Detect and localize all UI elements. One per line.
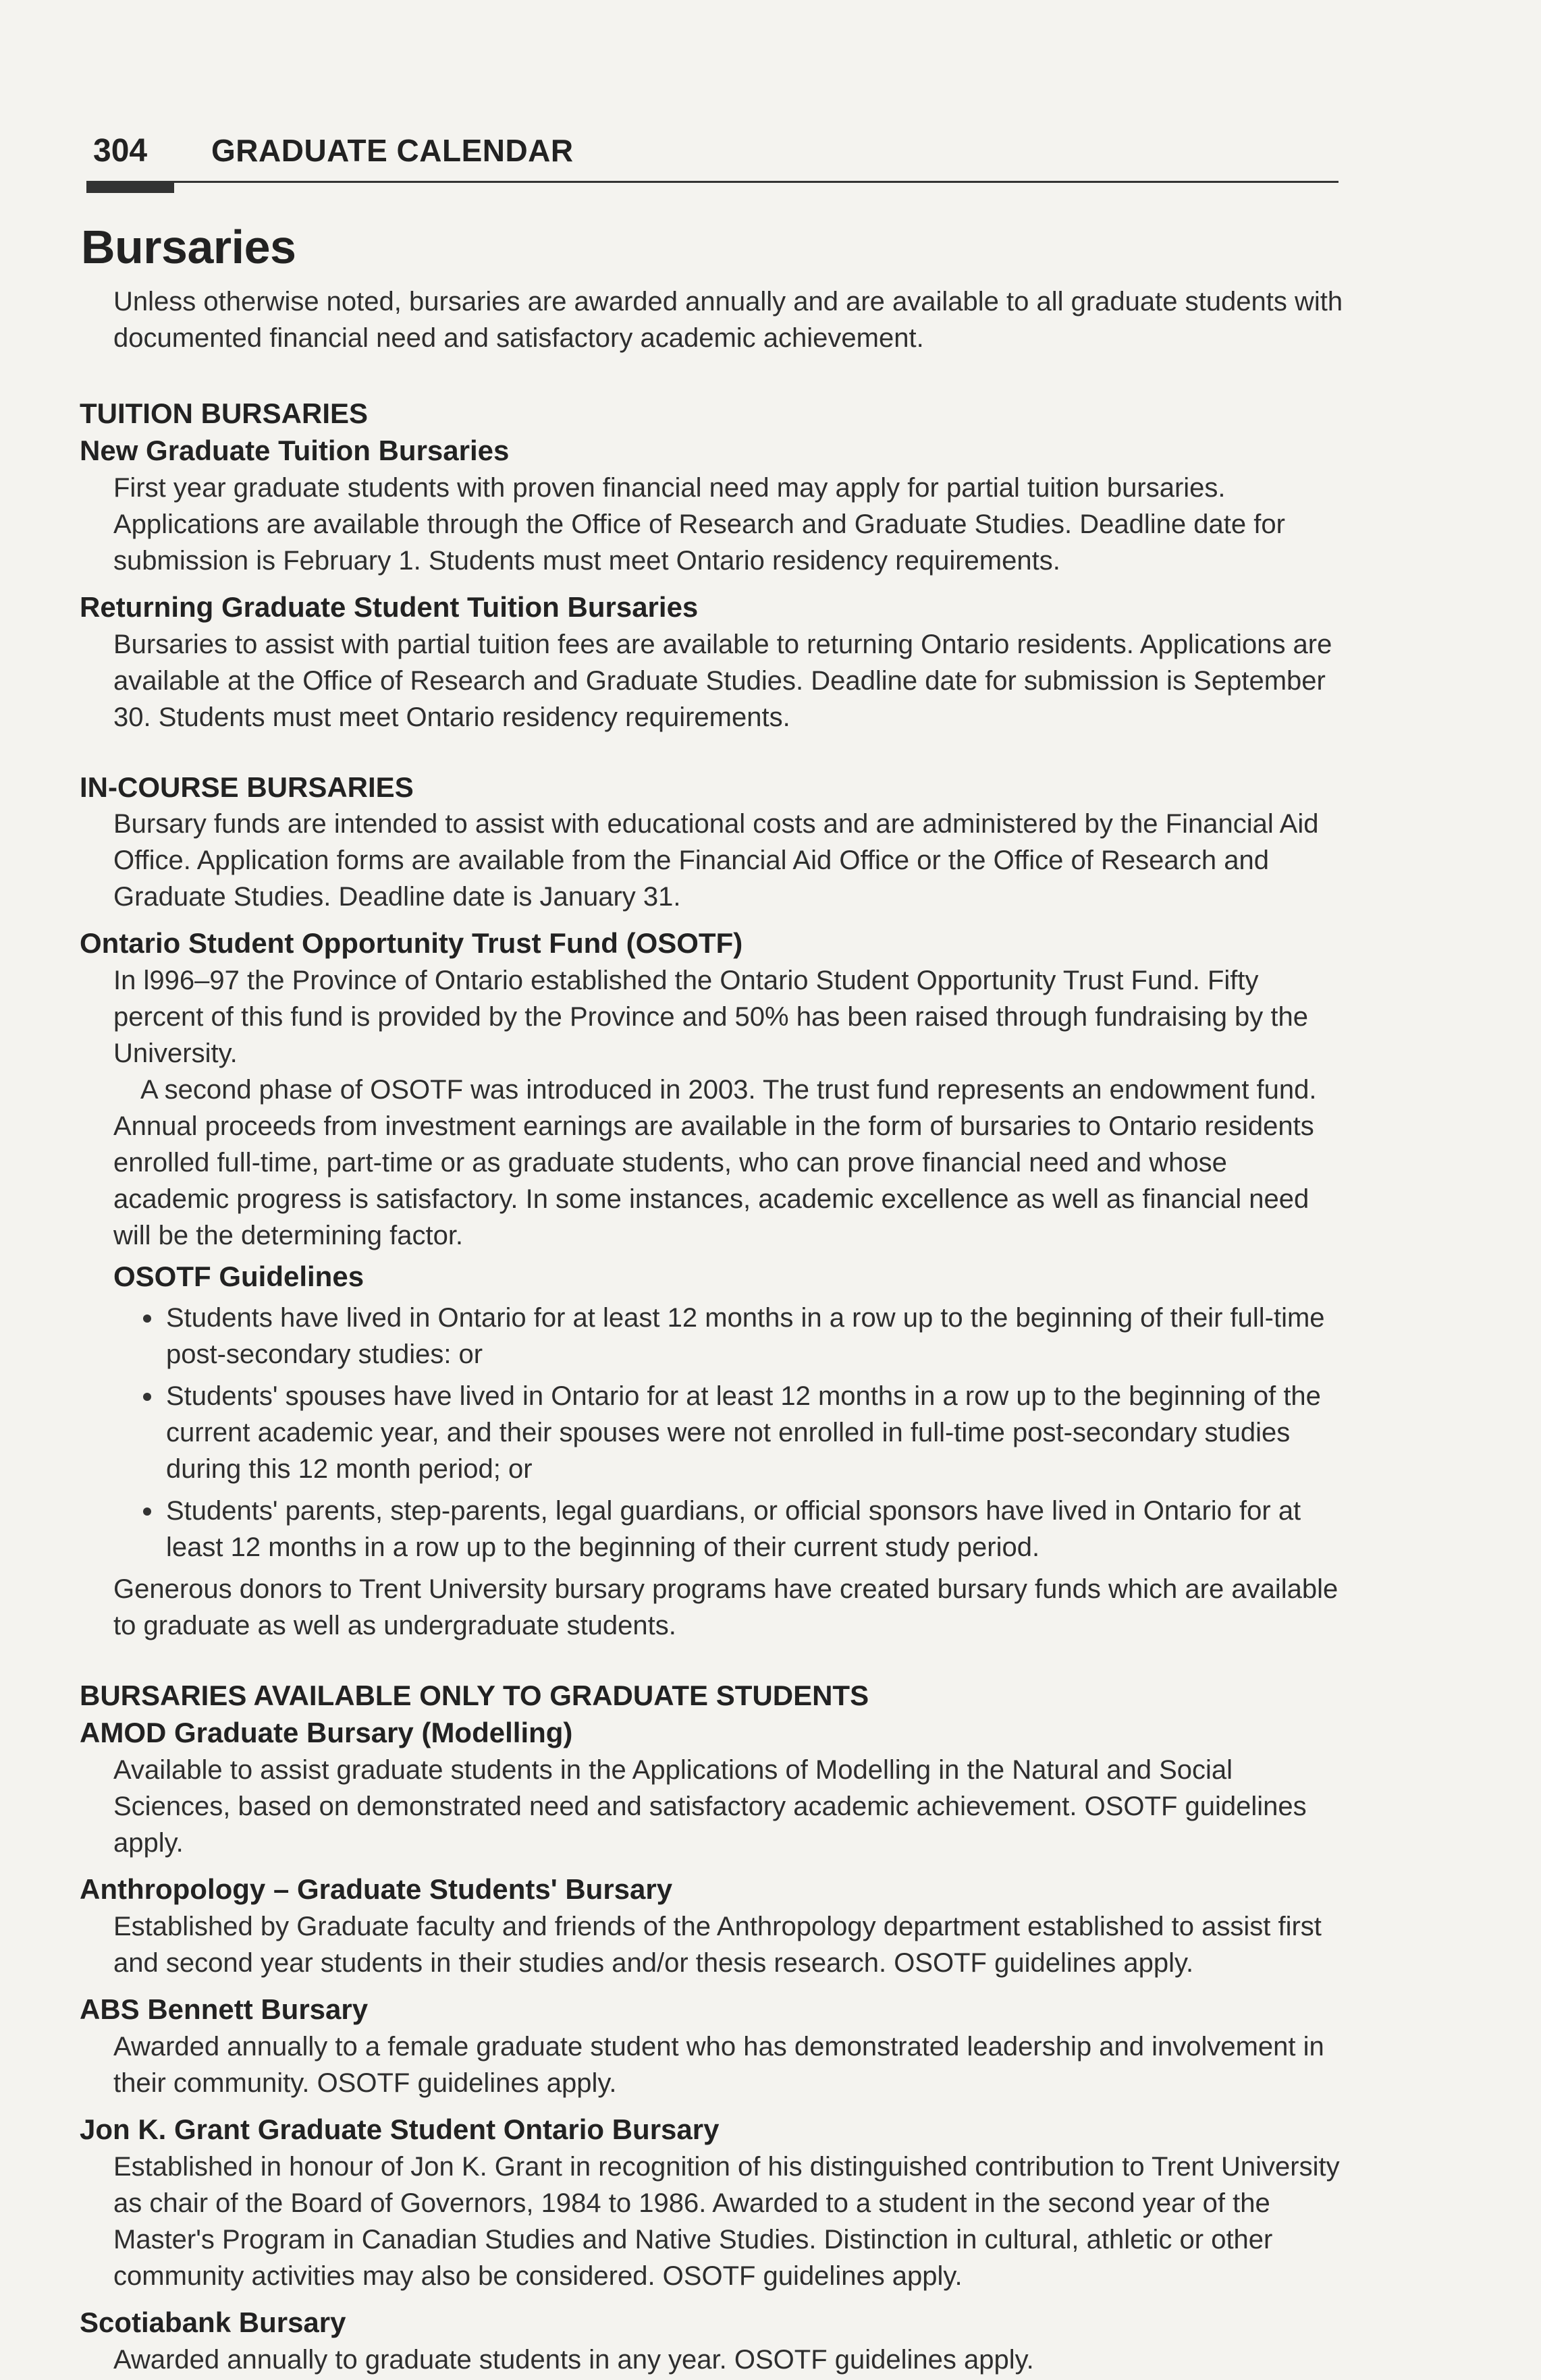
entry-title: Returning Graduate Student Tuition Bursaries [80, 591, 699, 623]
osotf-guidelines-list [76, 1300, 1345, 1566]
entry-title: Scotiabank Bursary [80, 2306, 346, 2338]
bursary-entry [76, 588, 1345, 736]
entry-title: ABS Bennett Bursary [80, 1993, 369, 2025]
osotf-paragraph-1: In l996–97 the Province of Ontario established the Ontario Student Opportunity Trust Fund. Fifty percent of this fund is provided by the Province and 50% has been raised through fundraising by the University. [113, 966, 1309, 1068]
osotf-entry [76, 924, 1345, 1644]
bullet-icon [143, 1314, 151, 1323]
bursary-entry [76, 432, 1345, 579]
page-content [76, 220, 1345, 2378]
intro-paragraph: Unless otherwise noted, bursaries are awarded annually and are available to all graduate students with documented financial need and satisfactory academic achievement. [113, 287, 1343, 353]
list-item [140, 1300, 1345, 1373]
section-heading-graduate-only: BURSARIES AVAILABLE ONLY TO GRADUATE STUDENTS [80, 1680, 869, 1711]
list-item [140, 1378, 1345, 1487]
osotf-paragraph-2: A second phase of OSOTF was introduced in 2003. The trust fund represents an endowment fund. Annual proceeds from investment earnings are available in the form of bursaries to Ontario residents enrolled full-time, part-time or as graduate students, who can prove financial need and whose academic progress is satisfactory. In some instances, academic excellence as well as financial need will be the determining factor. [113, 1075, 1317, 1250]
entry-title: New Graduate Tuition Bursaries [80, 435, 510, 466]
osotf-title: Ontario Student Opportunity Trust Fund (OSOTF) [80, 927, 743, 959]
bursary-entry [76, 2111, 1345, 2294]
header-rule [86, 181, 1339, 183]
entry-body: Established by Graduate faculty and friends of the Anthropology department established to assist first and second year students in their studies and/or thesis research. OSOTF guidelines apply. [113, 1912, 1322, 1978]
page-title: Bursaries [81, 221, 296, 273]
entry-body: Available to assist graduate students in the Applications of Modelling in the Natural and Social Sciences, based on demonstrated need and satisfactory academic achievement. OSOTF guidelines apply. [113, 1755, 1307, 1858]
list-item-text: Students have lived in Ontario for at least 12 months in a row up to the beginning of their full-time post-secondary studies: or [166, 1303, 1325, 1369]
bursary-entry [76, 1991, 1345, 2101]
list-item-text: Students' spouses have lived in Ontario for at least 12 months in a row up to the beginning of the current academic year, and their spouses were not enrolled in full-time post-secondary studies during this 12 month period; or [166, 1381, 1321, 1484]
bullet-icon [143, 1393, 151, 1401]
bursary-entry [76, 1871, 1345, 1981]
running-header [93, 132, 1339, 169]
entry-title: Anthropology – Graduate Students' Bursary [80, 1873, 673, 1905]
list-item [140, 1493, 1345, 1566]
in-course-body: Bursary funds are intended to assist with educational costs and are administered by the Financial Aid Office. Application forms are available from the Financial Aid Office or the Office of Research and Graduate Studies. Deadline date is January 31. [113, 809, 1319, 912]
entry-body: Established in honour of Jon K. Grant in recognition of his distinguished contribution to Trent University as chair of the Board of Governors, 1984 to 1986. Awarded to a student in the second year of the Master's Program in Canadian Studies and Native Studies. Distinction in cultural, athletic or other community activities may also be considered. OSOTF guidelines apply. [113, 2152, 1340, 2291]
section-heading-tuition: TUITION BURSARIES [80, 397, 369, 429]
osotf-guidelines-title: OSOTF Guidelines [113, 1261, 364, 1292]
entry-body: Bursaries to assist with partial tuition fees are available to returning Ontario residents. Applications are available at the Office of Research and Graduate Studies. Deadline date for submission is September 30. Students must meet Ontario residency requirements. [113, 630, 1332, 732]
header-rule-block [86, 181, 174, 193]
tuition-bursaries-section [76, 395, 1345, 736]
entry-body: Awarded annually to a female graduate student who has demonstrated leadership and involvement in their community. OSOTF guidelines apply. [113, 2032, 1324, 2098]
section-heading-in-course: IN-COURSE BURSARIES [80, 771, 414, 803]
entry-title: Jon K. Grant Graduate Student Ontario Bursary [80, 2113, 720, 2145]
in-course-bursaries-section [76, 769, 1345, 1644]
entry-title: AMOD Graduate Bursary (Modelling) [80, 1717, 573, 1748]
graduate-only-bursaries-section [76, 1678, 1345, 2378]
running-title: GRADUATE CALENDAR [211, 133, 574, 168]
list-item-text: Students' parents, step-parents, legal guardians, or official sponsors have lived in Ontario for at least 12 months in a row up to the beginning of their current study period. [166, 1496, 1301, 1562]
bursary-entry [76, 1714, 1345, 1861]
page-number: 304 [93, 133, 148, 169]
osotf-closing-paragraph: Generous donors to Trent University bursary programs have created bursary funds which are available to graduate as well as undergraduate students. [113, 1574, 1339, 1640]
entry-body: First year graduate students with proven financial need may apply for partial tuition bursaries. Applications are available through the Office of Research and Graduate Studies. Deadline date for submission is February 1. Students must meet Ontario residency requirements. [113, 473, 1285, 576]
bullet-icon [143, 1507, 151, 1516]
entry-body: Awarded annually to graduate students in any year. OSOTF guidelines apply. [113, 2345, 1034, 2375]
bursary-entry [76, 2304, 1345, 2378]
